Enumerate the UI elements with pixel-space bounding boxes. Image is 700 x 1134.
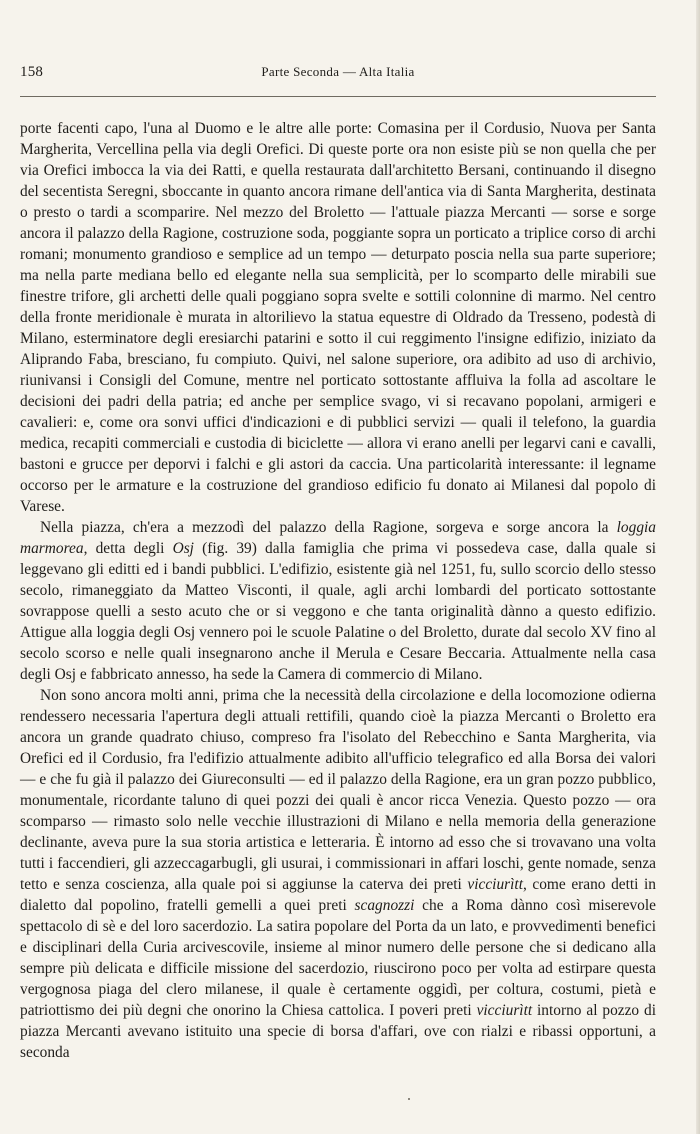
- page-edge: [696, 0, 700, 1134]
- running-title: Parte Seconda — Alta Italia: [261, 64, 415, 79]
- text-run: che a Roma dànno così miserevole spettacolo di sè e del loro sacerdozio. La satira popolare del Porta da un lato, e provvedimenti benefici e disciplinari della Curia arcivescovile, insieme al minor numero delle persone che si dedicano alla sempre più delicata e difficile missione del sacerdozio, riuscirono poco per volta ad estirpare questa vergognosa piaga del clero milanese, il quale è certamente oggidì, per coltura, costumi, pietà e patriottismo dei più degni che onorino la Chiesa cattolica. I poveri preti: [20, 897, 656, 1019]
- paragraph: [20, 685, 656, 1063]
- header-rule: [20, 96, 656, 97]
- text-run: , come erano detti in dialetto dal popolino, fratelli gemelli a quei preti: [20, 876, 657, 914]
- body-text: [20, 118, 656, 1063]
- italic-text: loggia marmorea: [20, 519, 656, 557]
- text-run: intorno al pozzo di piazza Mercanti avevano istituito una specie di borsa d'affari, ove con rialzi e ribassi opportuni, a seconda: [20, 1002, 656, 1061]
- italic-text: scagnozzi: [354, 897, 415, 914]
- italic-text: vicciurìtt: [467, 876, 523, 893]
- text-run: Nella piazza, ch'era a mezzodì del palazzo della Ragione, sorgeva e sorge ancora la: [40, 519, 617, 536]
- text-run: Non sono ancora molti anni, prima che la necessità della circolazione e della locomozione odierna rendessero necessaria l'apertura degli attuali rettifili, quando cioè la piazza Mercanti o Broletto era ancora un grande quadrato chiuso, compreso fra l'isolato del Rebecchino e Santa Margherita, via Orefici ed il Cordusio, fra l'edifizio attualmente adibito all'ufficio telegrafico ed alla Borsa dei valori — e che fu già il palazzo dei Giureconsulti — ed il palazzo della Ragione, era un gran pozzo pubblico, monumentale, ricordante taluno di quei pozzi dei quali è ancor ricca Venezia. Questo pozzo — ora scomparso — rimasto solo nelle vecchie illustrazioni di Milano e nella memoria della generazione declinante, aveva pure la sua storia artistica e letteraria. È intorno ad esso che si trovavano una volta tutti i faccendieri, gli azzeccagarbugli, gli usurai, i commissionari in affari loschi, gente nomade, senza tetto e senza coscienza, alla quale poi si aggiunse la caterva dei preti: [20, 687, 656, 893]
- text-run: , detta degli: [83, 540, 173, 557]
- paragraph: [20, 118, 656, 517]
- text-run: porte facenti capo, l'una al Duomo e le altre alle porte: Comasina per il Cordusio, Nuova per Santa Margherita, Vercellina pella via degli Orefici. Di queste porte ora non esiste più se non quella che per via Orefici imbocca la via dei Ratti, e quella restaurata dall'architetto Bersani, continuando il disegno del secentista Seregni, sboccante in quanto ancora rimane dell'antica via di Santa Margherita, destinata o presto o tardi a scomparire. Nel mezzo del Broletto — l'attuale piazza Mercanti — sorse e sorge ancora il palazzo della Ragione, costruzione soda, poggiante sopra un porticato a triplice corso di archi romani; monumento grandioso e semplice ad un tempo — deturpato poscia nella sua parte superiore; ma nella parte mediana bello ed elegante nella sua semplicità, per lo scomparto delle mirabili sue finestre trifore, gli archetti delle quali poggiano sopra svelte e sottili colonnine di marmo. Nel centro della fronte meridionale è murata in altorilievo la statua equestre di Oldrado da Tresseno, podestà di Milano, esterminatore degli eresiarchi patarini e sotto il cui reggimento l'insigne edifizio, iniziato da Aliprando Faba, bresciano, fu compiuto. Quivi, nel salone superiore, ora adibito ad uso di archivio, riunivansi i Consigli del Comune, mentre nel porticato sottostante affluiva la folla ad ascoltare le decisioni dei padri della patria; ed anche per semplice svago, vi si recavano popolani, armigeri e cavalieri: e, come ora sonvi uffici d'indicazioni e di pubblici servizi — quali il telefono, la guardia medica, recapiti commerciali e custodia di biciclette — allora vi erano anelli per legarvi cani e cavalli, bastoni e grucce per deporvi i falchi e gli astori da caccia. Una particolarità interessante: il legname occorso per le armature e la costruzione del grandioso edificio fu donato ai Milanesi dal popolo di Varese.: [20, 120, 656, 515]
- text-run: (fig. 39) dalla famiglia che prima vi possedeva case, dalla quale si leggevano gli editti ed i bandi pubblici. L'edifizio, esistente già nel 1251, fu, sullo scorcio dello stesso secolo, rimaneggiato da Matteo Visconti, il quale, agli archi lombardi del porticato sottostante sovrappose quelli a sesto acuto che or si veggono e che tanta originalità dànno a questo edifizio. Attigue alla loggia degli Osj vennero poi le scuole Palatine o del Broletto, durate dal secolo XV fino al secolo scorso e nelle quali insegnarono anche il Merula e Cesare Beccaria. Attualmente nella casa degli Osj e fabbricato annesso, ha sede la Camera di commercio di Milano.: [20, 540, 656, 683]
- paragraph: [20, 517, 656, 685]
- italic-text: vicciurìtt: [476, 1002, 533, 1019]
- page-number: 158: [20, 64, 44, 80]
- page-header: [20, 64, 656, 84]
- italic-text: Osj: [172, 540, 194, 557]
- page-mark: [408, 1098, 410, 1100]
